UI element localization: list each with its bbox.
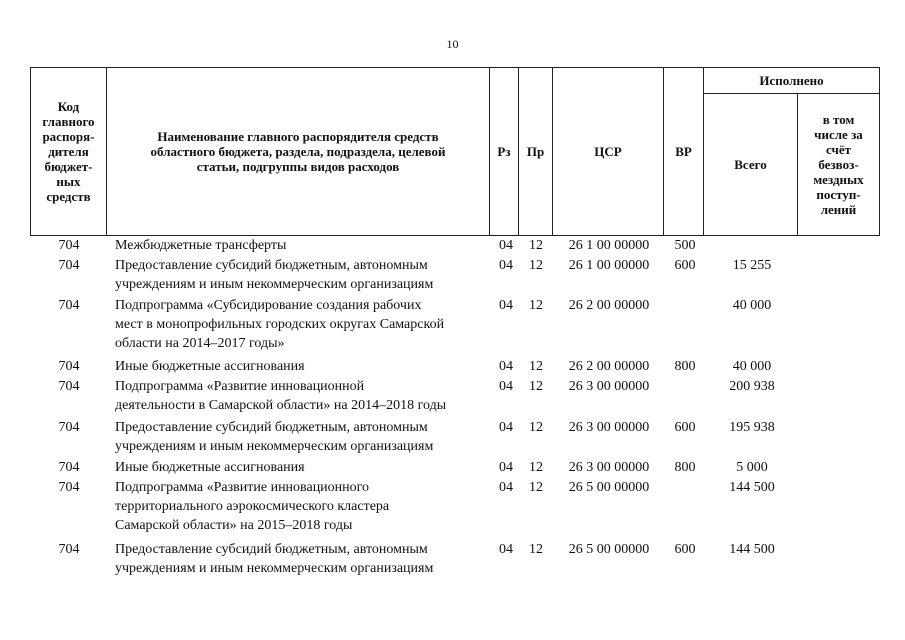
header-rz: Рз [497, 144, 511, 159]
row-total: 40 000 [732, 359, 772, 374]
row-rz: 04 [499, 379, 513, 394]
row-name: Иные бюджетные ассигнования [115, 460, 305, 475]
row-rz: 04 [499, 298, 513, 313]
row-total: 5 000 [736, 460, 768, 475]
row-rz: 04 [499, 238, 513, 253]
header-vr: ВР [675, 144, 692, 159]
row-pr: 12 [529, 460, 543, 475]
row-rz: 04 [499, 542, 513, 557]
row-pr: 12 [529, 420, 543, 435]
row-csr: 26 2 00 00000 [568, 359, 650, 374]
row-vr: 600 [674, 542, 696, 557]
row-code: 704 [58, 359, 80, 374]
row-code: 704 [58, 542, 80, 557]
row-pr: 12 [529, 379, 543, 394]
row-name: Межбюджетные трансферты [115, 238, 287, 253]
page-number: 10 [446, 37, 459, 51]
row-code: 704 [58, 238, 80, 253]
row-code: 704 [58, 258, 80, 273]
row-csr: 26 5 00 00000 [568, 480, 650, 495]
header-name: Наименование главного распорядителя средств областного бюджета, раздела, подраздела, целевой статьи, подгруппы видов расходов [150, 129, 446, 174]
row-name: Подпрограмма «Развитие инновационного территориального аэрокосмического кластера Самарской области» на 2015–2018 годы [115, 480, 390, 533]
row-total: 144 500 [729, 480, 775, 495]
row-name: Предоставление субсидий бюджетным, автономным учреждениям и иным некоммерческим организациям [115, 258, 434, 292]
row-code: 704 [58, 298, 80, 313]
row-pr: 12 [529, 258, 543, 273]
row-csr: 26 3 00 00000 [568, 460, 650, 475]
row-pr: 12 [529, 238, 543, 253]
row-vr: 800 [674, 359, 696, 374]
row-csr: 26 2 00 00000 [568, 298, 650, 313]
row-pr: 12 [529, 298, 543, 313]
row-code: 704 [58, 480, 80, 495]
row-total: 15 255 [732, 258, 772, 273]
row-total: 200 938 [729, 379, 775, 394]
row-csr: 26 1 00 00000 [568, 238, 650, 253]
row-vr: 500 [674, 238, 696, 253]
row-rz: 04 [499, 420, 513, 435]
header-code: Код главного распоря- дителя бюджет- ных средств [42, 99, 95, 204]
row-rz: 04 [499, 258, 513, 273]
header-free: в том числе за счёт безвоз- мездных поступ- лений [813, 112, 864, 217]
row-total: 40 000 [732, 298, 772, 313]
row-pr: 12 [529, 359, 543, 374]
row-csr: 26 1 00 00000 [568, 258, 650, 273]
row-name: Предоставление субсидий бюджетным, автономным учреждениям и иным некоммерческим организациям [115, 542, 434, 576]
row-total: 195 938 [729, 420, 775, 435]
row-code: 704 [58, 379, 80, 394]
header-pr: Пр [526, 144, 545, 159]
row-vr: 800 [674, 460, 696, 475]
row-vr: 600 [674, 420, 696, 435]
row-code: 704 [58, 420, 80, 435]
row-vr: 600 [674, 258, 696, 273]
row-total: 144 500 [729, 542, 775, 557]
row-csr: 26 3 00 00000 [568, 379, 650, 394]
row-rz: 04 [499, 480, 513, 495]
row-csr: 26 3 00 00000 [568, 420, 650, 435]
header-executed: Исполнено [759, 73, 824, 88]
row-rz: 04 [499, 359, 513, 374]
row-name: Иные бюджетные ассигнования [115, 359, 305, 374]
header-total: Всего [734, 157, 767, 172]
row-name: Предоставление субсидий бюджетным, автономным учреждениям и иным некоммерческим организациям [115, 420, 434, 454]
header-border-right [879, 67, 880, 236]
row-pr: 12 [529, 480, 543, 495]
row-name: Подпрограмма «Субсидирование создания рабочих мест в монопрофильных городских округах Самарской области на 2014–2017 годы» [115, 298, 445, 351]
row-csr: 26 5 00 00000 [568, 542, 650, 557]
row-code: 704 [58, 460, 80, 475]
header-csr: ЦСР [594, 144, 622, 159]
row-name: Подпрограмма «Развитие инновационной деятельности в Самарской области» на 2014–2018 годы [115, 379, 447, 413]
row-rz: 04 [499, 460, 513, 475]
row-pr: 12 [529, 542, 543, 557]
